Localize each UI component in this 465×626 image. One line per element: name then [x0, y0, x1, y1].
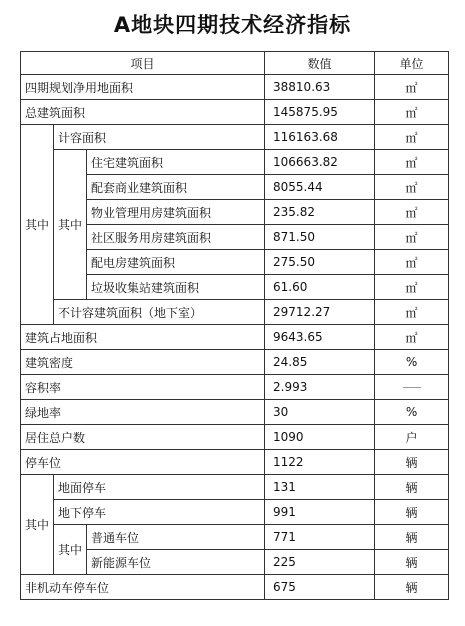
- row-unit: ㎡: [375, 250, 449, 275]
- row-value: 225: [265, 550, 375, 575]
- row-label: 不计容建筑面积（地下室）: [54, 300, 265, 325]
- header-unit: 单位: [375, 52, 449, 75]
- row-value: 275.50: [265, 250, 375, 275]
- row-unit: %: [375, 350, 449, 375]
- row-label: 新能源车位: [87, 550, 265, 575]
- row-value: 9643.65: [265, 325, 375, 350]
- row-unit-empty: [375, 375, 449, 400]
- row-unit: 辆: [375, 550, 449, 575]
- row-value: 29712.27: [265, 300, 375, 325]
- row-label: 停车位: [21, 450, 265, 475]
- table-row: [21, 75, 449, 100]
- table-row: [21, 475, 449, 500]
- row-label: 住宅建筑面积: [87, 150, 265, 175]
- row-unit: ㎡: [375, 150, 449, 175]
- row-value: 1090: [265, 425, 375, 450]
- table-row: [21, 325, 449, 350]
- row-value: 235.82: [265, 200, 375, 225]
- row-value: 871.50: [265, 225, 375, 250]
- table-row: [21, 575, 449, 600]
- row-label: 配电房建筑面积: [87, 250, 265, 275]
- row-value: 991: [265, 500, 375, 525]
- row-label: 垃圾收集站建筑面积: [87, 275, 265, 300]
- group-label: 其中: [21, 125, 54, 325]
- row-unit: ㎡: [375, 275, 449, 300]
- row-unit: 辆: [375, 500, 449, 525]
- row-label: 普通车位: [87, 525, 265, 550]
- header-row: [21, 52, 449, 75]
- row-unit: ㎡: [375, 200, 449, 225]
- row-unit: ㎡: [375, 300, 449, 325]
- row-value: 771: [265, 525, 375, 550]
- row-value: 24.85: [265, 350, 375, 375]
- row-value: 38810.63: [265, 75, 375, 100]
- row-value: 8055.44: [265, 175, 375, 200]
- header-item: 项目: [21, 52, 265, 75]
- table-row: [21, 425, 449, 450]
- row-label: 居住总户数: [21, 425, 265, 450]
- row-label: 地面停车: [54, 475, 265, 500]
- table-row: [21, 400, 449, 425]
- row-unit: ㎡: [375, 175, 449, 200]
- row-unit: %: [375, 400, 449, 425]
- row-label: 地下停车: [54, 500, 265, 525]
- row-label: 配套商业建筑面积: [87, 175, 265, 200]
- row-unit: ㎡: [375, 100, 449, 125]
- row-unit: 户: [375, 425, 449, 450]
- row-unit: ㎡: [375, 225, 449, 250]
- row-unit: 辆: [375, 475, 449, 500]
- row-label: 总建筑面积: [21, 100, 265, 125]
- row-value: 675: [265, 575, 375, 600]
- row-label: 容积率: [21, 375, 265, 400]
- row-label: 物业管理用房建筑面积: [87, 200, 265, 225]
- dash-mark: [403, 387, 421, 388]
- group-label: 其中: [21, 475, 54, 575]
- table-row: [21, 150, 449, 175]
- header-value: 数值: [265, 52, 375, 75]
- row-label: 建筑密度: [21, 350, 265, 375]
- row-label: 非机动车停车位: [21, 575, 265, 600]
- subgroup-label: 其中: [54, 525, 87, 575]
- row-unit: 辆: [375, 575, 449, 600]
- indicators-table: [20, 51, 449, 600]
- table-row: [21, 100, 449, 125]
- row-value: 106663.82: [265, 150, 375, 175]
- row-unit: ㎡: [375, 125, 449, 150]
- row-label: 建筑占地面积: [21, 325, 265, 350]
- subgroup-label: 其中: [54, 150, 87, 300]
- row-value: 2.993: [265, 375, 375, 400]
- row-value: 145875.95: [265, 100, 375, 125]
- table-row: [21, 350, 449, 375]
- table-row: [21, 450, 449, 475]
- row-value: 30: [265, 400, 375, 425]
- table-row: [21, 525, 449, 550]
- table-row: [21, 500, 449, 525]
- table-row: [21, 300, 449, 325]
- row-unit: ㎡: [375, 75, 449, 100]
- page-title: A地块四期技术经济指标: [113, 13, 352, 37]
- row-unit: 辆: [375, 450, 449, 475]
- row-label: 绿地率: [21, 400, 265, 425]
- table-row: [21, 375, 449, 400]
- row-value: 116163.68: [265, 125, 375, 150]
- row-value: 1122: [265, 450, 375, 475]
- row-value: 131: [265, 475, 375, 500]
- row-label: 四期规划净用地面积: [21, 75, 265, 100]
- table-row: [21, 125, 449, 150]
- row-label: 社区服务用房建筑面积: [87, 225, 265, 250]
- row-unit: 辆: [375, 525, 449, 550]
- row-label: 计容面积: [54, 125, 265, 150]
- row-unit: ㎡: [375, 325, 449, 350]
- row-value: 61.60: [265, 275, 375, 300]
